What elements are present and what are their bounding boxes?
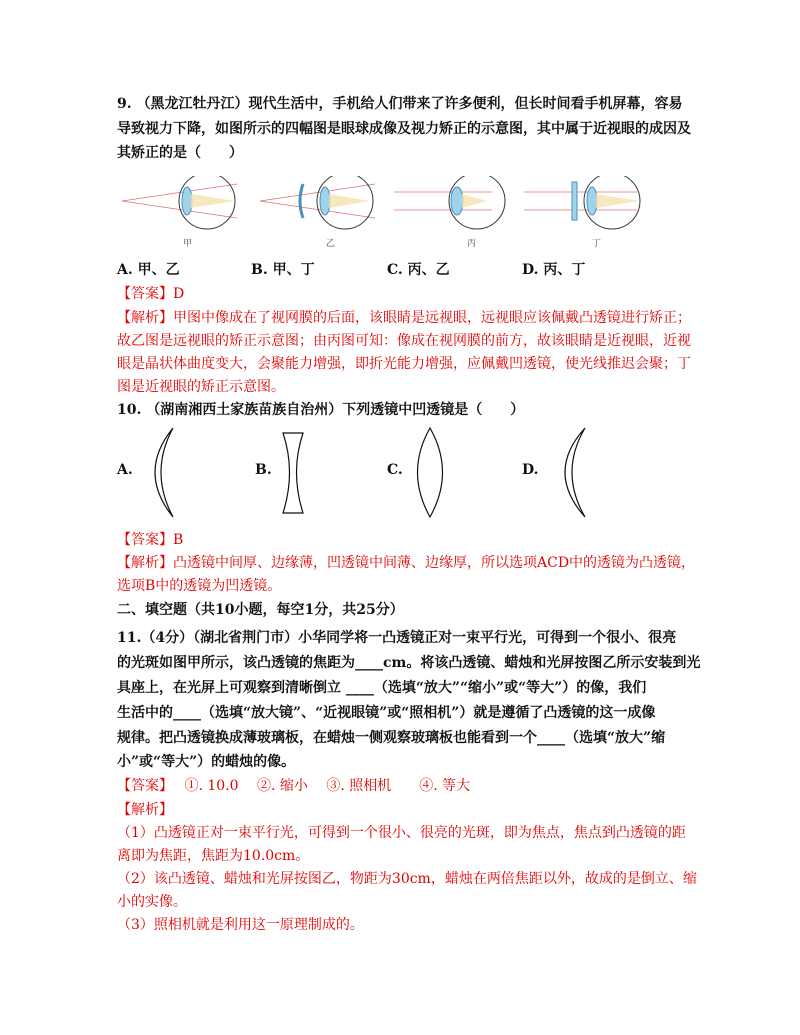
eye-figure-bing — [392, 176, 517, 234]
q11-stem-line-1: 11.（4分）（湖北省荆门市）小华同学将一凸透镜正对一束平行光，可得到一个很小、很亮 — [117, 630, 677, 646]
q11-stem-line-3: 具座上，在光屏上可观察到清晰倒立 ____（选填“放大”“缩小”或“等大”）的像，我们 — [117, 680, 647, 696]
eye-figure-yi — [255, 176, 380, 234]
lens-c-shape — [410, 425, 450, 520]
q11-stem-line-4: 生活中的____（选填“放大镜”、“近视眼镜”或“照相机”）就是遵循了凸透镜的这一成像 — [117, 705, 656, 721]
q10-analysis-line-2: 选项B中的透镜为凹透镜。 — [117, 578, 282, 594]
q9-option-c: C. 丙、乙 — [387, 262, 450, 278]
q9-stem-line-3: 其矫正的是（ ） — [117, 145, 243, 161]
q9-option-d: D. 丙、丁 — [522, 262, 586, 278]
figure-label-jia: 甲 — [183, 239, 193, 249]
q11-analysis-line-1: （1）凸透镜正对一束平行光，可得到一个很小、很亮的光斑，即为焦点，焦点到凸透镜的距 — [117, 825, 686, 841]
q11-analysis-line-2: 离即为焦距，焦距为10.0cm。 — [117, 848, 310, 864]
q11-answer: 【答案】 ①. 10.0 ②. 缩小 ③. 照相机 ④. 等大 — [117, 778, 471, 794]
q9-option-a: A. 甲、乙 — [117, 262, 180, 278]
q9-stem-line-2: 导致视力下降，如图所示的四幅图是眼球成像及视力矫正的示意图，其中属于近视眼的成因及 — [117, 121, 691, 137]
q9-answer: 【答案】D — [117, 286, 185, 302]
q11-analysis-title: 【解析】 — [117, 802, 173, 818]
section-heading: 二、填空题（共10小题，每空1分，共25分） — [117, 602, 404, 618]
q10-option-b-label: B. — [255, 462, 272, 478]
lens-a-shape — [135, 425, 180, 520]
q9-analysis-line-3: 眼是晶状体曲度变大，会聚能力增强，即折光能力增强，应佩戴凹透镜，使光线推迟会聚；丁 — [117, 356, 691, 372]
figure-label-bing: 丙 — [467, 239, 477, 249]
q9-analysis-line-2: 故乙图是远视眼的矫正示意图；由丙图可知：像成在视网膜的前方，故该眼睛是近视眼，近视 — [117, 333, 691, 349]
q11-stem-line-6: 小”或“等大”）的蜡烛的像。 — [117, 754, 296, 770]
q11-analysis-line-4: 小的实像。 — [117, 894, 187, 910]
q10-option-a-label: A. — [117, 462, 133, 478]
figure-label-ding: 丁 — [592, 239, 602, 249]
q9-analysis-line-4: 图是近视眼的矫正示意图。 — [117, 379, 285, 395]
q10-answer: 【答案】B — [117, 532, 184, 548]
q10-stem: 10. （湖南湘西土家族苗族自治州）下列透镜中凹透镜是（ ） — [117, 402, 525, 418]
q11-analysis-line-5: （3）照相机就是利用这一原理制成的。 — [117, 917, 364, 933]
q9-analysis-line-1: 【解析】甲图中像成在了视网膜的后面，该眼睛是远视眼，远视眼应该佩戴凸透镜进行矫正； — [117, 310, 691, 326]
q10-option-c-label: C. — [387, 462, 403, 478]
q10-analysis-line-1: 【解析】凸透镜中间厚、边缘薄，凹透镜中间薄、边缘厚，所以选项ACD中的透镜为凸透镜， — [117, 555, 696, 571]
eye-figure-ding — [522, 176, 647, 234]
lens-b-shape — [278, 425, 308, 520]
q11-analysis-line-3: （2）该凸透镜、蜡烛和光屏按图乙，物距为30cm，蜡烛在两倍焦距以外，故成的是倒立、缩 — [117, 871, 697, 887]
figure-label-yi: 乙 — [326, 239, 336, 249]
lens-d-shape — [545, 425, 590, 520]
q10-option-d-label: D. — [522, 462, 539, 478]
q9-option-b: B. 甲、丁 — [251, 262, 315, 278]
q11-stem-line-5: 规律。把凸透镜换成薄玻璃板，在蜡烛一侧观察玻璃板也能看到一个____（选填“放大”缩 — [117, 730, 666, 746]
eye-figure-jia — [117, 176, 242, 234]
q9-stem-line-1: 9. （黑龙江牡丹江）现代生活中，手机给人们带来了许多便利，但长时间看手机屏幕，容易 — [117, 96, 683, 112]
q11-stem-line-2: 的光斑如图甲所示，该凸透镜的焦距为____cm。将该凸透镜、蜡烛和光屏按图乙所示安装到光 — [117, 655, 701, 671]
